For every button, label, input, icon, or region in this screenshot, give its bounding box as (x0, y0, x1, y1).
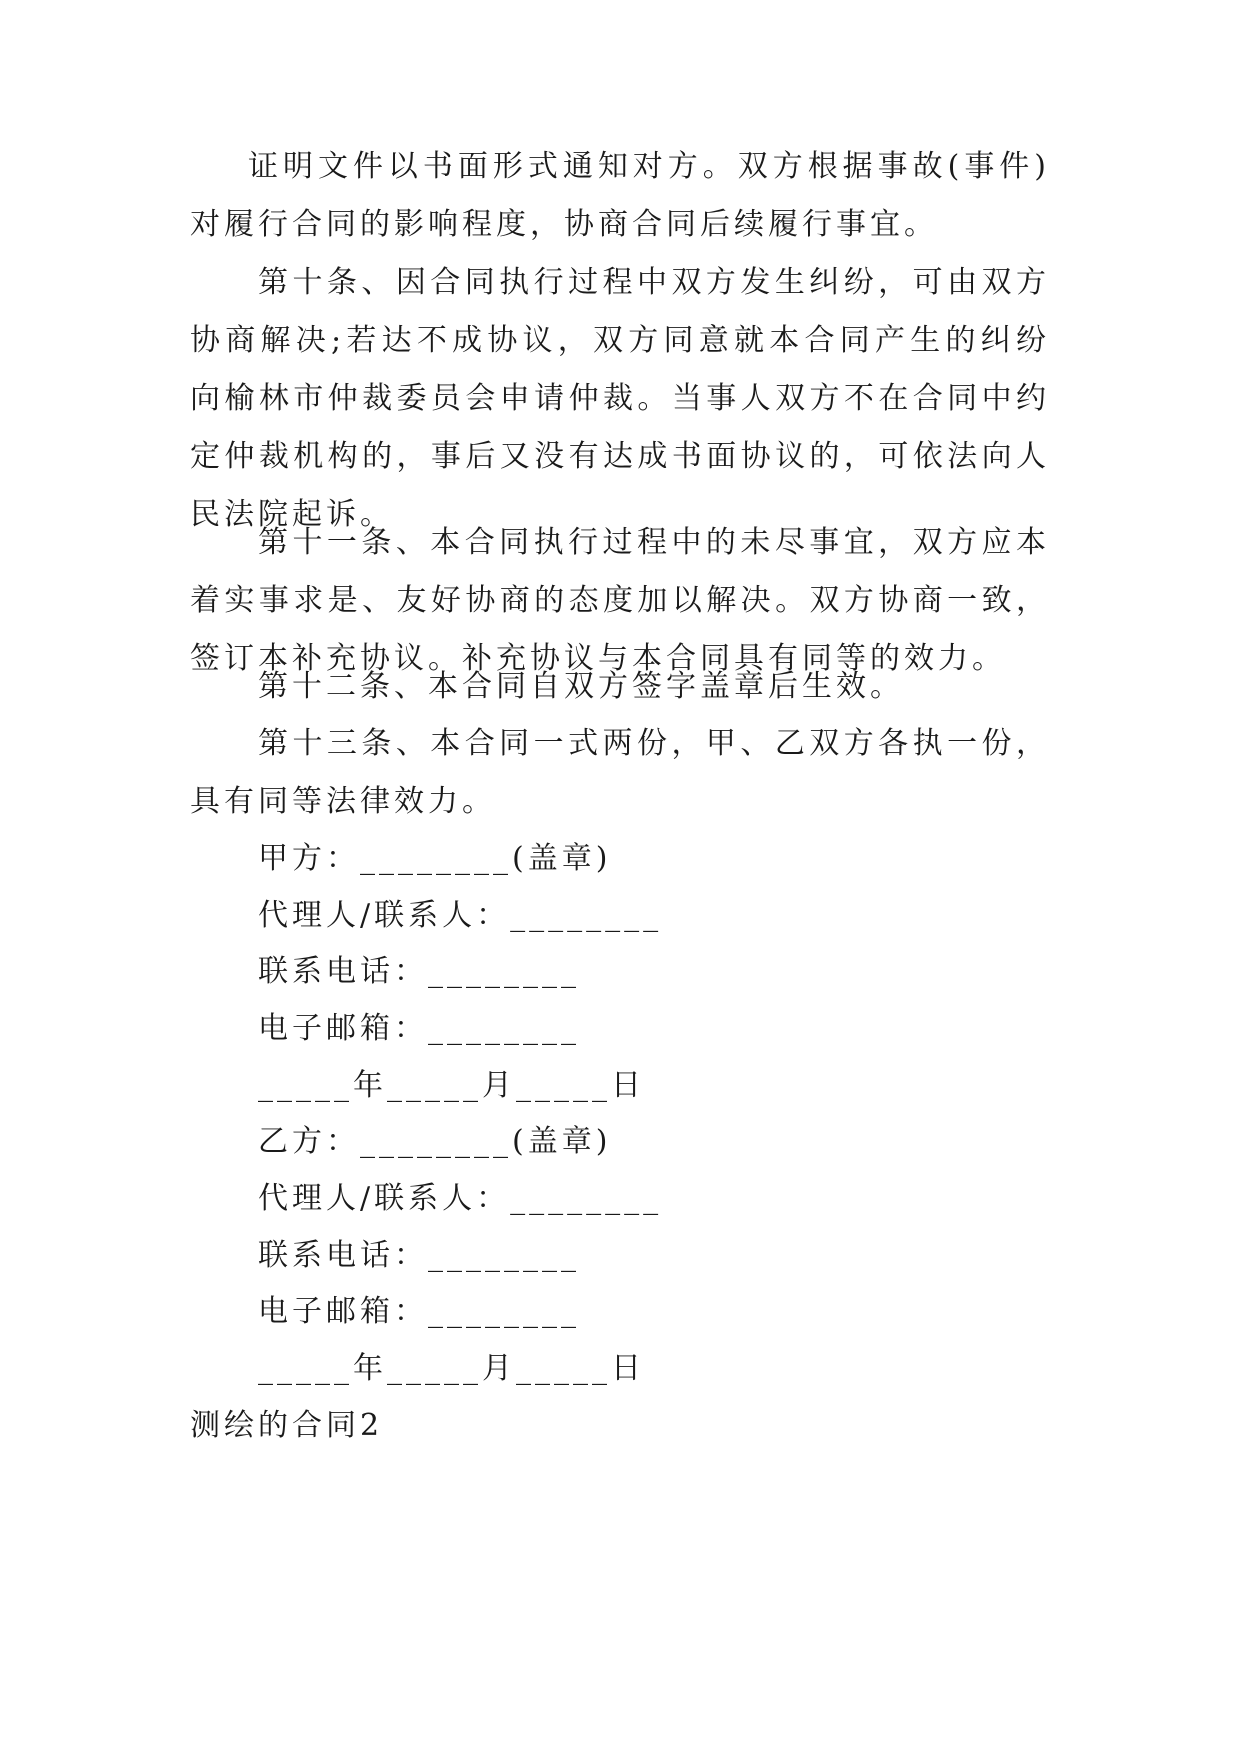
party-a-email: 电子邮箱：________ (258, 1011, 580, 1046)
paragraph-article-11: 第十一条、本合同执行过程中的未尽事宜，双方应本着实事求是、友好协商的态度加以解决。双方协商一致，签订本补充协议。补充协议与本合同具有同等的效力。 (190, 525, 1050, 676)
party-a-agent: 代理人/联系人：________ (258, 898, 663, 933)
party-a-date: _____年_____月_____日 (258, 1068, 645, 1103)
party-a-name: 甲方：________(盖章) (258, 841, 612, 876)
party-b-name: 乙方：________(盖章) (258, 1124, 612, 1159)
paragraph-article-12: 第十二条、本合同自双方签字盖章后生效。 (258, 669, 904, 704)
paragraph-article-10: 第十条、因合同执行过程中双方发生纠纷，可由双方协商解决;若达不成协议，双方同意就本合同产生的纠纷向榆林市仲裁委员会申请仲裁。当事人双方不在合同中约定仲裁机构的，事后又没有达成书面协议的，可依法向人民法院起诉。 (190, 265, 1050, 532)
paragraph-article-13: 第十三条、本合同一式两份，甲、乙双方各执一份，具有同等法律效力。 (190, 726, 1050, 819)
party-a-phone: 联系电话：________ (258, 954, 580, 989)
party-b-email: 电子邮箱：________ (258, 1294, 580, 1329)
party-b-date: _____年_____月_____日 (258, 1351, 645, 1386)
party-b-agent: 代理人/联系人：________ (258, 1181, 663, 1216)
next-contract-heading: 测绘的合同2 (190, 1408, 384, 1443)
party-b-phone: 联系电话：________ (258, 1238, 580, 1273)
paragraph-force-majeure: 证明文件以书面形式通知对方。双方根据事故(事件)对履行合同的影响程度，协商合同后续履行事宜。 (190, 149, 1050, 242)
